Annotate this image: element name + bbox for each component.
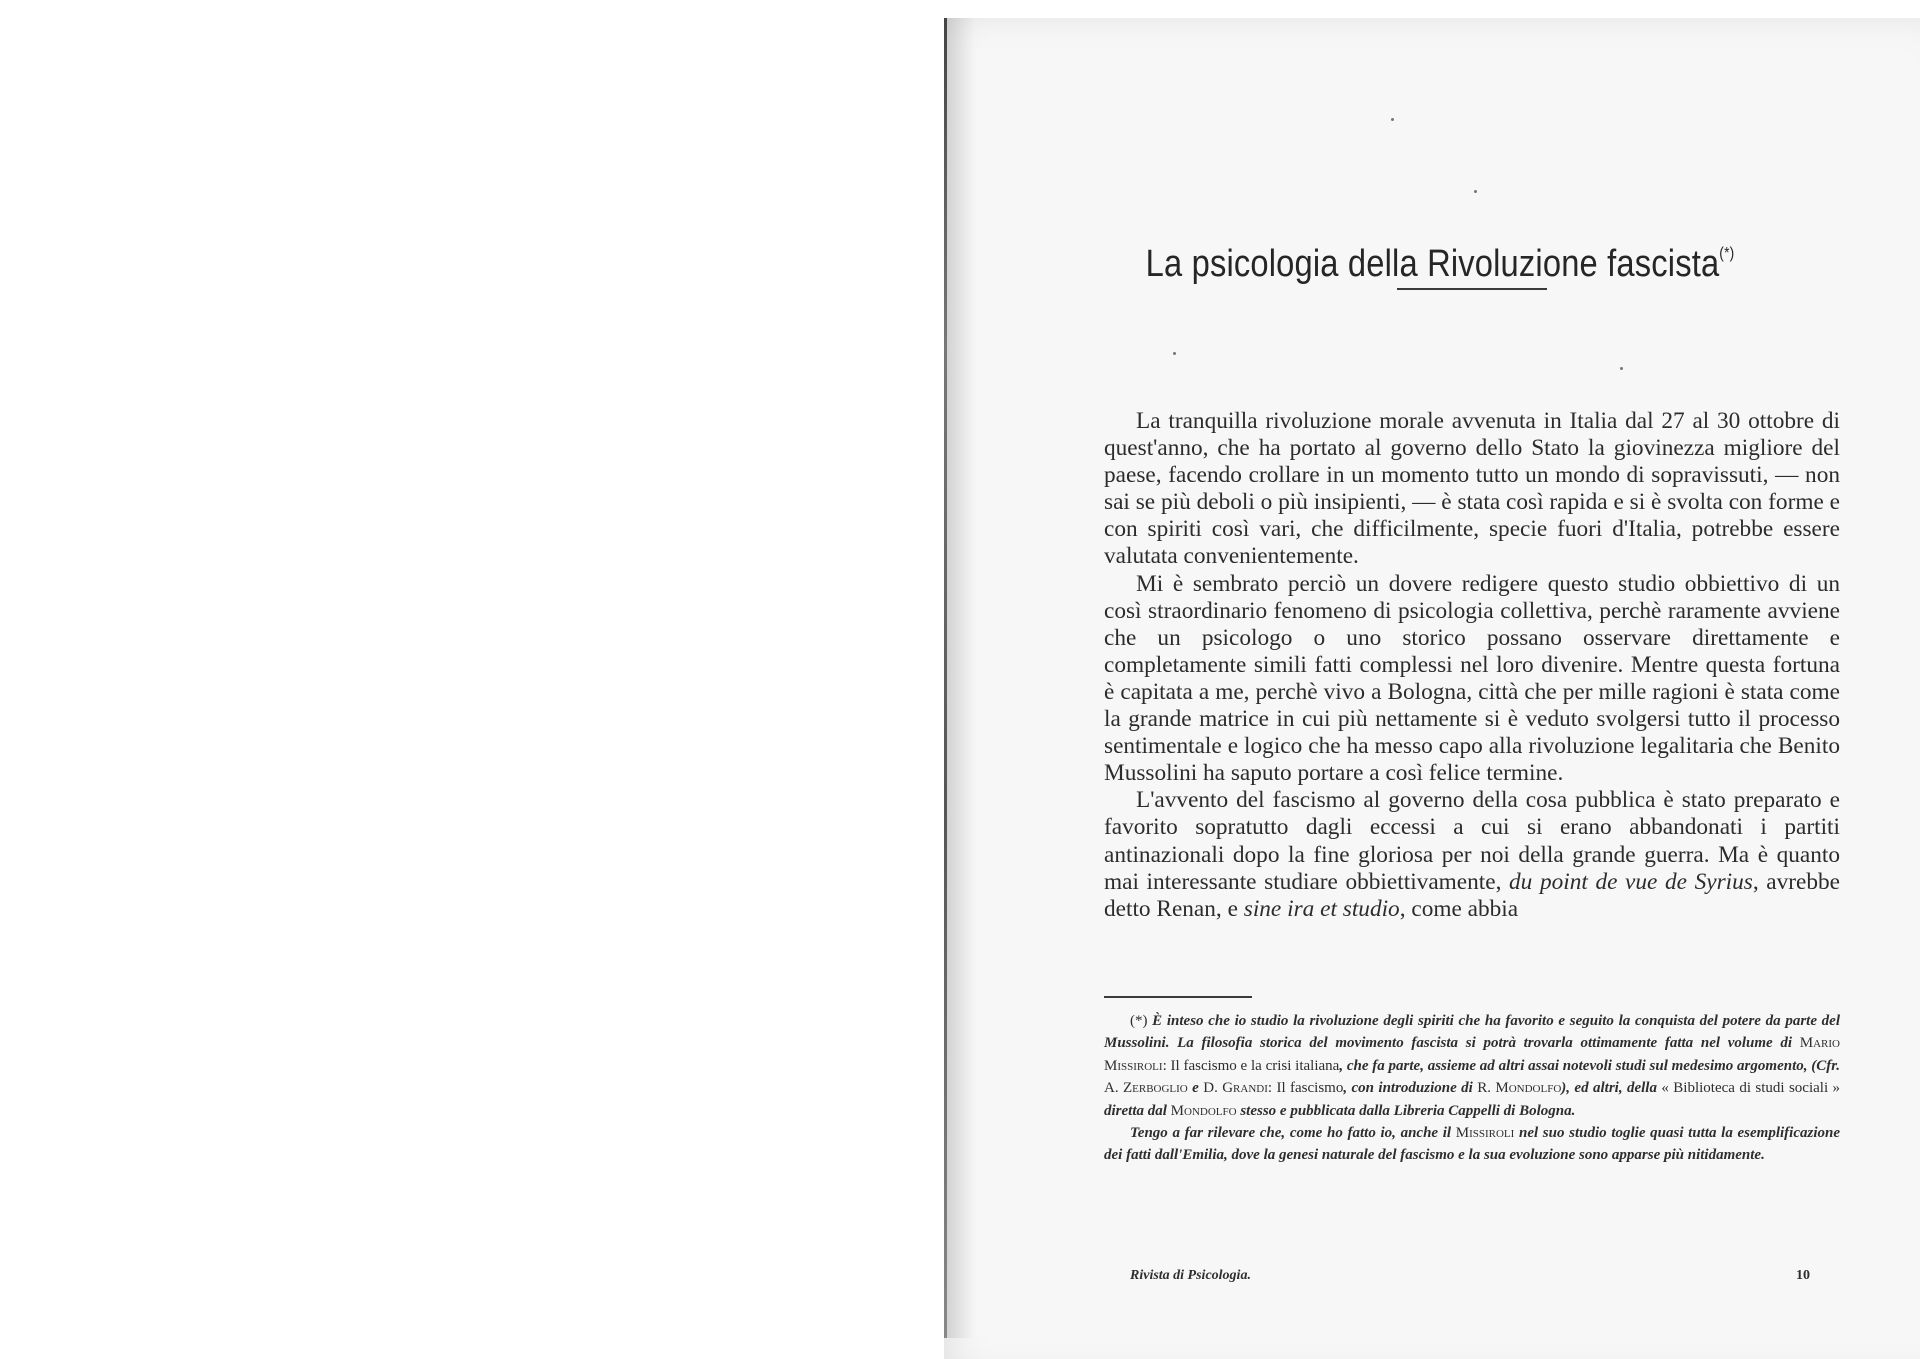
quote-sine-ira: sine ira et studio xyxy=(1243,895,1400,922)
footnote-text-6: , con introduzione di xyxy=(1343,1080,1478,1097)
scan-speck xyxy=(1620,367,1623,370)
footnote-marker: (*) xyxy=(1130,1013,1148,1029)
footnote-p2-text-a: Tengo a far rilevare che, come ho fatto io, anche il xyxy=(1130,1125,1456,1142)
footnote-paragraph-1 xyxy=(1104,1010,1840,1122)
article-body xyxy=(1104,408,1840,923)
footnote-book-il-fascismo: Il fascismo xyxy=(1276,1080,1344,1097)
footnote-series: « Biblioteca di studi sociali » xyxy=(1661,1080,1841,1097)
footnote-author-mondolfo-2: Mondolfo xyxy=(1170,1102,1237,1119)
footnote-author-mondolfo: R. Mondolfo xyxy=(1477,1080,1562,1097)
footnote-text-3: , che fa parte, assieme ad altri assai notevoli studi sul medesimo argomento, (Cfr. xyxy=(1339,1057,1841,1074)
footnote-paragraph-2 xyxy=(1104,1122,1840,1167)
footnote-text-9: stesso e pubblicata dalla Libreria Cappelli di Bologna. xyxy=(1236,1102,1576,1119)
body-paragraph-2: Mi è sembrato perciò un dovere redigere questo studio obbiettivo di un così straordinario fenomeno di psicologia collettiva, perchè raramente avviene che un psicologo o uno storico possano osservare direttamente e completamente simili fatti complessi nel loro divenire. Mentre questa fortuna è capitata a me, perchè vivo a Bologna, città che per mille ragioni è stata come la grande matrice in cui più nettamente si è veduto svolgersi tutto il processo sentimentale e logico che ha messo capo alla rivoluzione legalitaria che Benito Mussolini ha saputo portare a così felice termine. xyxy=(1104,570,1840,787)
body-paragraph-1: La tranquilla rivoluzione morale avvenuta in Italia dal 27 al 30 ottobre di quest'anno, che ha portato al governo dello Stato la giovinezza migliore del paese, facendo crollare in un momento tutto un mondo di sopravissuti, — non sai se più deboli o più insipienti, — è stata così rapida e si è svolta con forme e con spiriti così vari, che difficilmente, specie fuori d'Italia, potrebbe essere valutata convenientemente. xyxy=(1104,408,1840,570)
footnote-text-4: e xyxy=(1187,1080,1204,1097)
footnote-text-8: diretta dal xyxy=(1104,1102,1171,1119)
title-divider xyxy=(1397,288,1547,290)
footnote-text-7: ), ed altri, della xyxy=(1561,1080,1662,1097)
footnote-p2-text-b: nel suo studio toglie quasi tutta la esemplificazione dei fatti dall'Emilia, dove la genesi naturale del fascismo e la sua evoluzione sono apparse più nitidamente. xyxy=(1104,1125,1840,1164)
footnote xyxy=(1104,1010,1840,1167)
scan-speck xyxy=(1173,352,1176,355)
footnote-author-missiroli: Mario Missiroli xyxy=(1104,1035,1840,1074)
scan-speck xyxy=(1391,118,1394,121)
paragraph-3-text-middle: , avrebbe detto Renan, e xyxy=(1104,868,1841,922)
footnote-divider xyxy=(1104,996,1252,998)
paragraph-3-text-before: L'avvento del fascismo al governo della cosa pubblica è stato preparato e favorito sopratutto dagli eccessi a cui si erano abbandonati i partiti antinazionali dopo la fine gloriosa per noi della grande guerra. Ma è quanto mai interessante studiare obbiettivamente, xyxy=(1104,787,1840,895)
scan-speck xyxy=(1474,190,1477,193)
article-title-text: La psicologia della Rivoluzione fascista xyxy=(1145,243,1720,286)
title-footnote-marker: (*) xyxy=(1719,245,1735,263)
footnote-text-5: : xyxy=(1267,1080,1277,1097)
quote-du-point-de-vue: du point de vue de Syrius xyxy=(1509,868,1753,895)
article-title xyxy=(1096,243,1784,286)
footnote-author-grandi: D. Grandi xyxy=(1203,1080,1268,1097)
page-number: 10 xyxy=(1796,1268,1810,1283)
footnote-author-missiroli-2: Missiroli xyxy=(1455,1125,1515,1142)
footnote-author-zerboglio: A. Zerboglio xyxy=(1104,1080,1188,1097)
body-paragraph-3 xyxy=(1104,787,1840,922)
footnote-book-il-fascismo-e-la-crisi: Il fascismo e la crisi italiana xyxy=(1170,1057,1340,1074)
paragraph-3-text-after: , come abbia xyxy=(1399,895,1519,922)
footnote-text-1: È inteso che io studio la rivoluzione degli spiriti che ha favorito e seguito la conquista del potere da parte del Mussolini. La filosofia storica del movimento fascista si potrà trovarla ottimamente fatta nel volume di xyxy=(1104,1013,1840,1052)
journal-name: Rivista di Psicologia. xyxy=(1130,1268,1251,1283)
footnote-text-2: : xyxy=(1162,1057,1171,1074)
page-footer xyxy=(1104,1268,1840,1292)
binding-shadow xyxy=(947,18,975,1338)
